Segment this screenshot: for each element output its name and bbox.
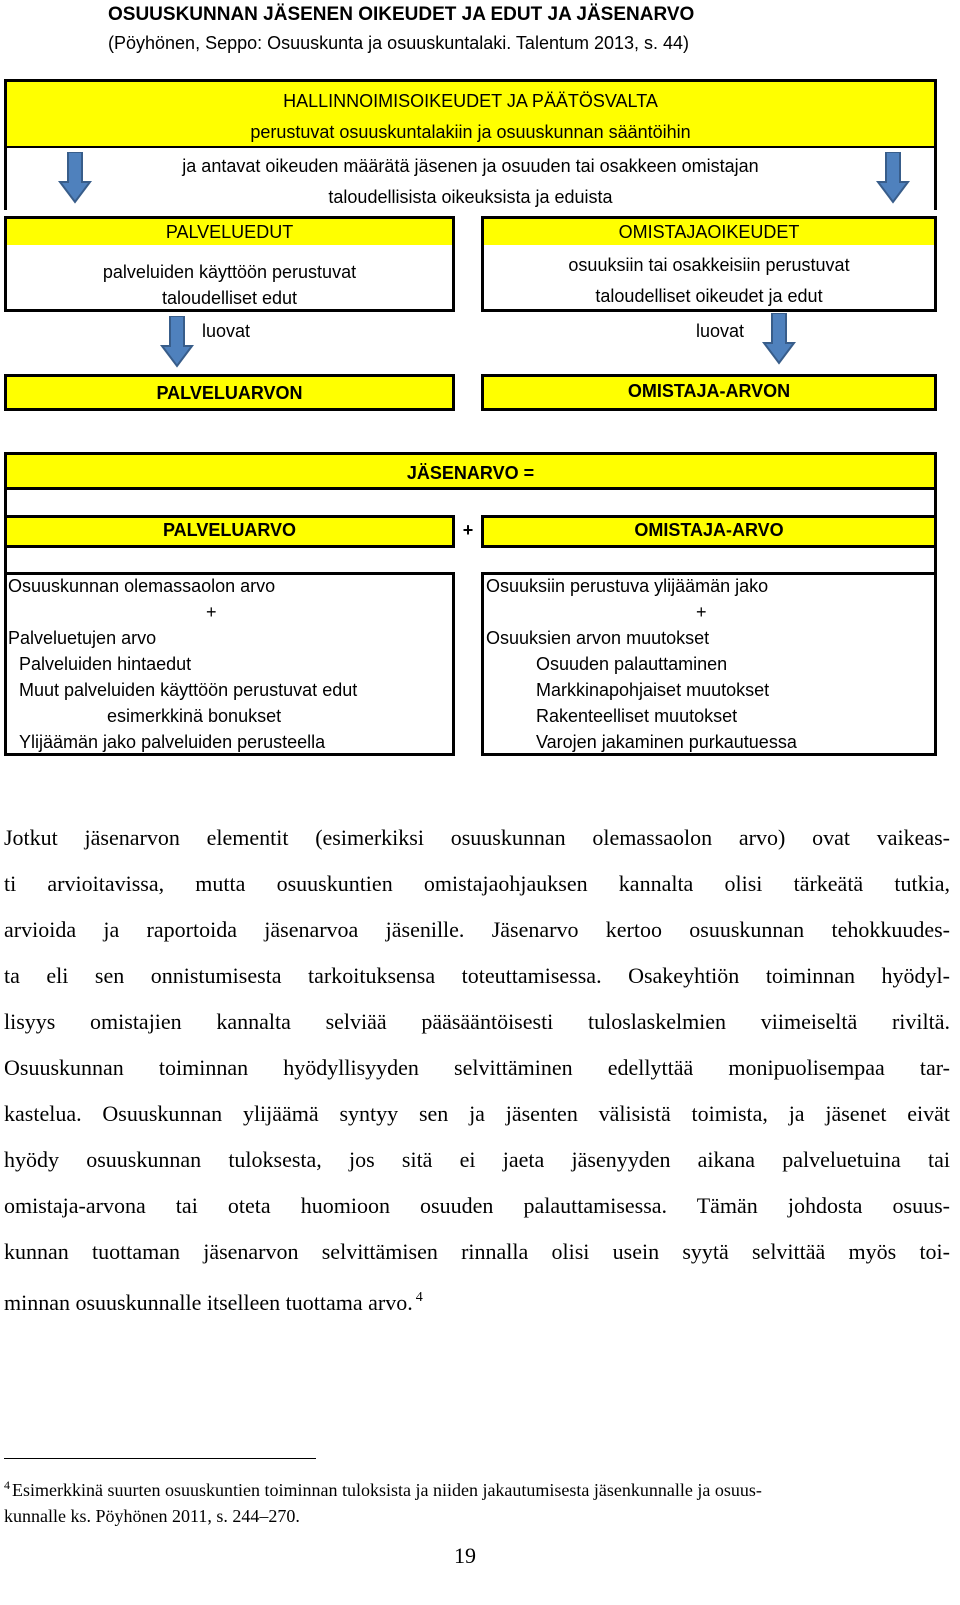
- governance-line-3: taloudellisista oikeuksista ja eduista: [328, 187, 613, 207]
- service-value-col-title: PALVELUARVO: [162, 520, 296, 540]
- governance-title: HALLINNOIMISOIKEUDET JA PÄÄTÖSVALTA: [283, 91, 658, 111]
- creates-label-left: luovat: [202, 321, 251, 341]
- diagram-title: OSUUSKUNNAN JÄSENEN OIKEUDET JA EDUT JA JÄSENARVO: [108, 4, 695, 25]
- owner-value-col-title: OMISTAJA-ARVO: [634, 520, 784, 540]
- arrow-down-icon: [762, 313, 796, 365]
- table-left-edge: [4, 490, 7, 516]
- list-item: Markkinapohjaiset muutokset: [536, 680, 770, 700]
- footnote-number: 4: [4, 1478, 10, 1492]
- arrow-down-icon: [160, 316, 194, 368]
- list-item: Rakenteelliset muutokset: [536, 706, 738, 726]
- body-line: lisyys omistajien kannalta selviää pääsääntöisesti tuloslaskelmien viimeiseltä riviltä.: [4, 1009, 950, 1034]
- list-item: esimerkkinä bonukset: [107, 706, 282, 726]
- body-paragraph: [4, 815, 950, 1321]
- body-line: arvioida ja raportoida jäsenarvoa jäsenille. Jäsenarvo kertoo osuuskunnan tehokkuudes-: [4, 917, 950, 942]
- owner-value-label: OMISTAJA-ARVON: [627, 381, 791, 401]
- body-line: ta eli sen onnistumisesta tarkoituksensa toteuttamisessa. Osakeyhtiön toiminnan hyödyl-: [4, 963, 950, 988]
- body-line: kastelua. Osuuskunnan ylijäämä syntyy sen ja jäsenten välisistä toimista, ja jäsenet eivät: [4, 1101, 950, 1126]
- owner-rights-desc-1: osuuksiin tai osakkeisiin perustuvat: [568, 255, 850, 275]
- list-item: Varojen jakaminen purkautuessa: [536, 732, 797, 752]
- list-item: Osuuskunnan olemassaolon arvo: [8, 576, 276, 596]
- list-item: Muut palveluiden käyttöön perustuvat edut: [19, 680, 358, 700]
- body-line: hyödy osuuskunnan tuloksesta, jos sitä ei jaeta jäsenyyden aikana palveluetuina tai: [4, 1147, 950, 1172]
- creates-label-right: luovat: [696, 321, 745, 341]
- footnote-reference[interactable]: 4: [415, 1290, 423, 1305]
- owner-rights-desc-2: taloudelliset oikeudet ja edut: [595, 286, 823, 306]
- body-line: Osuuskunnan toiminnan hyödyllisyyden selvittäminen edellyttää monipuolisempaa tar-: [4, 1055, 950, 1080]
- list-item: +: [696, 602, 707, 622]
- plus-sign: +: [462, 520, 474, 540]
- member-value-title: JÄSENARVO =: [406, 463, 535, 483]
- footnote-text: Esimerkkinä suurten osuuskuntien toiminnan tuloksista ja niiden jakautumisesta jäsenkunnalle ja osuus-: [12, 1480, 762, 1500]
- list-item: Ylijäämän jako palveluiden perusteella: [19, 732, 326, 752]
- list-item: Osuuden palauttaminen: [536, 654, 728, 674]
- list-item: Osuuksiin perustuva ylijäämän jako: [486, 576, 769, 596]
- service-benefits-desc-2: taloudelliset edut: [161, 288, 298, 308]
- body-line: ti arvioitavissa, mutta osuuskuntien omistajaohjauksen kannalta olisi tärkeätä tutkia,: [4, 871, 950, 896]
- footnote-line-1: [4, 1472, 950, 1503]
- body-line: omistaja-arvona tai oteta huomioon osuuden palauttamisessa. Tämän johdosta osuus-: [4, 1193, 950, 1218]
- arrow-down-icon: [58, 152, 92, 204]
- service-value-label: PALVELUARVON: [156, 383, 303, 403]
- footnote: [4, 1472, 950, 1529]
- owner-rights-title: OMISTAJAOIKEUDET: [618, 222, 800, 242]
- page-number: 19: [454, 1543, 476, 1568]
- list-item: +: [206, 602, 217, 622]
- service-benefits-desc-1: palveluiden käyttöön perustuvat: [102, 262, 357, 282]
- body-line: minnan osuuskunnalle itselleen tuottama arvo.: [4, 1290, 413, 1315]
- body-line: Jotkut jäsenarvon elementit (esimerkiksi osuuskunnan olemassaolon arvo) ovat vaikeas-: [4, 825, 950, 850]
- table-left-edge: [4, 548, 7, 574]
- governance-line-1: perustuvat osuuskuntalakiin ja osuuskunnan sääntöihin: [250, 122, 691, 142]
- list-item: Osuuksien arvon muutokset: [486, 628, 710, 648]
- list-item: Palveluiden hintaedut: [19, 654, 192, 674]
- service-benefits-title: PALVELUEDUT: [165, 222, 294, 242]
- table-right-edge: [934, 548, 937, 574]
- list-item: Palveluetujen arvo: [8, 628, 157, 648]
- footnote-divider: [4, 1458, 316, 1459]
- footnote-line-2: kunnalle ks. Pöyhönen 2011, s. 244–270.: [4, 1506, 300, 1526]
- arrow-down-icon: [876, 152, 910, 204]
- governance-line-2: ja antavat oikeuden määrätä jäsenen ja osuuden tai osakkeen omistajan: [182, 156, 759, 176]
- body-line-last: [4, 1275, 950, 1321]
- body-line: kunnan tuottaman jäsenarvon selvittämisen rinnalla olisi usein syytä selvittää myös toi-: [4, 1239, 950, 1264]
- table-right-edge: [934, 490, 937, 516]
- diagram-source: (Pöyhönen, Seppo: Osuuskunta ja osuuskuntalaki. Talentum 2013, s. 44): [108, 33, 690, 53]
